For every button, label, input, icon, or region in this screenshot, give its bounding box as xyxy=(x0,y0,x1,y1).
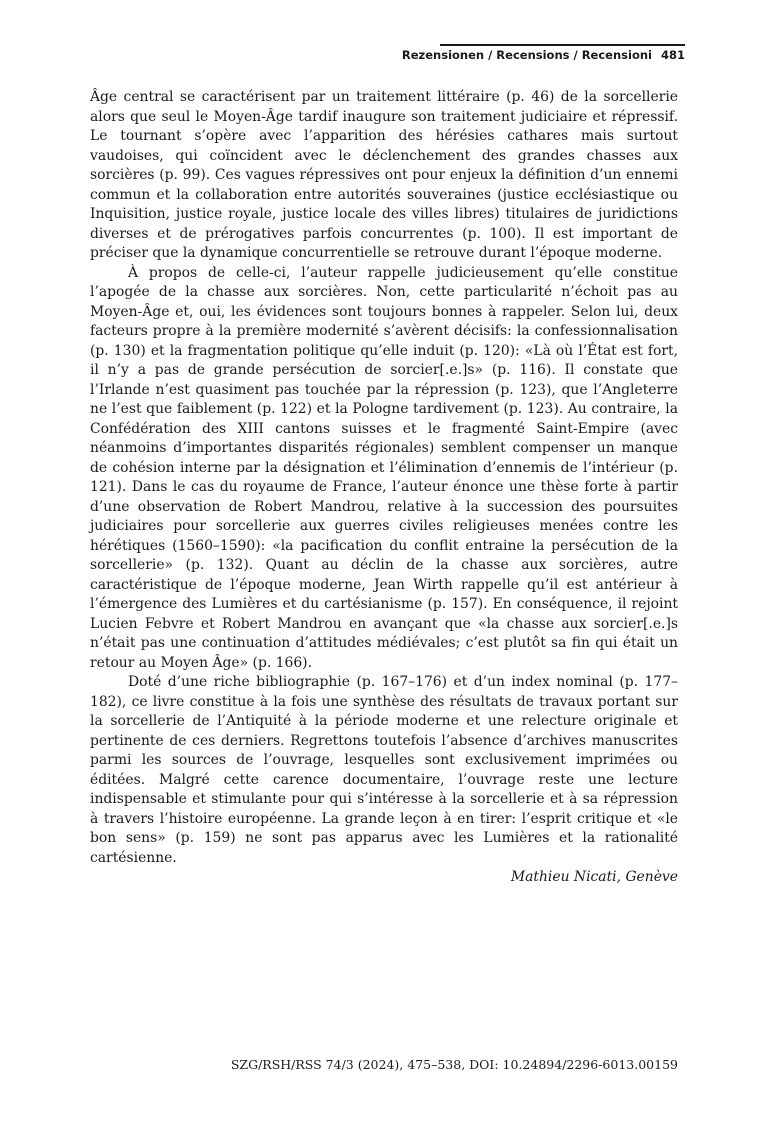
paragraph-2: À propos de celle-ci, l’auteur rappelle judicieusement qu’elle constitue l’apogée de la chasse aux sorcières. Non, cette particularité n’échoit pas au Moyen-Âge et, oui, les évidences sont toujours bonnes à rappeler. Selon lui, deux facteurs propre à la première modernité s’avèrent décisifs: la confessionnalisation (p. 130) et la fragmentation politique qu’elle induit (p. 120): «Là où l’État est fort, il n’y a pas de grande persécution de sorcier[.e.]s» (p. 116). Il constate que l’Irlande n’est quasiment pas touchée par la répression (p. 123), que l’Angleterre ne l’est que faiblement (p. 122) et la Pologne tardivement (p. 123). Au contraire, la Confédération des XIII cantons suisses et le fragmenté Saint-Empire (avec néanmoins d’importantes disparités régionales) semblent compenser un manque de cohésion interne par la désignation et l’élimination d’ennemis de l’intérieur (p. 121). Dans le cas du royaume de France, l’auteur énonce une thèse forte à partir d’une observation de Robert Mandrou, relative à la succession des poursuites judiciaires pour sorcellerie aux guerres civiles religieuses menées contre les hérétiques (1560–1590): «la pacification du conflit entraine la persécution de la sorcellerie» (p. 132). Quant au déclin de la chasse aux sorcières, autre caractéristique de l’époque moderne, Jean Wirth rappelle qu’il est antérieur à l’émergence des Lumières et du cartésianisme (p. 157). En conséquence, il rejoint Lucien Febvre et Robert Mandrou en avançant que «la chasse aux sorcier[.e.]s n’était pas une continuation d’attitudes médiévales; c’est plutôt sa fin qui était un retour au Moyen Âge» (p. 166). xyxy=(90,264,678,671)
running-header xyxy=(401,44,685,62)
running-title: Rezensionen / Recensions / Recensioni xyxy=(401,48,652,62)
page-number: 481 xyxy=(660,48,685,62)
review-body xyxy=(90,88,678,888)
paragraph-3: Doté d’une riche bibliographie (p. 167–176) et d’un index nominal (p. 177–182), ce livre constitue à la fois une synthèse des résultats de travaux portant sur la sorcellerie de l’Antiquité à la période moderne et une relecture originale et pertinente de ces derniers. Regrettons toutefois l’absence d’archives manuscrites parmi les sources de l’ouvrage, lesquelles sont exclusivement imprimées ou éditées. Malgré cette carence documentaire, l’ouvrage reste une lecture indispensable et stimulante pour qui s’intéresse à la sorcellerie et à sa répression à travers l’histoire européenne. La grande leçon à en tirer: l’esprit critique et «le bon sens» (p. 159) ne sont pas apparus avec les Lumières et la rationalité cartésienne. xyxy=(90,674,678,866)
paragraph-1: Âge central se caractérisent par un traitement littéraire (p. 46) de la sorcellerie alors que seul le Moyen-Âge tardif inaugure son traitement judiciaire et répressif. Le tournant s’opère avec l’apparition des hérésies cathares mais surtout vaudoises, qui coïncident avec le déclenchement des grandes chasses aux sorcières (p. 99). Ces vagues répressives ont pour enjeux la définition d’un ennemi commun et la collaboration entre autorités souveraines (justice ecclésiastique ou Inquisition, justice royale, justice locale des villes libres) titulaires de juridictions diverses et de prérogatives parfois concurrentes (p. 100). Il est important de préciser que la dynamique concurrentielle se retrouve durant l’époque moderne. xyxy=(90,89,678,261)
reviewer-signature: Mathieu Nicati, Genève xyxy=(510,869,678,885)
citation-footer: SZG/RSH/RSS 74/3 (2024), 475–538, DOI: 10.24894/2296-6013.00159 xyxy=(230,1057,678,1072)
